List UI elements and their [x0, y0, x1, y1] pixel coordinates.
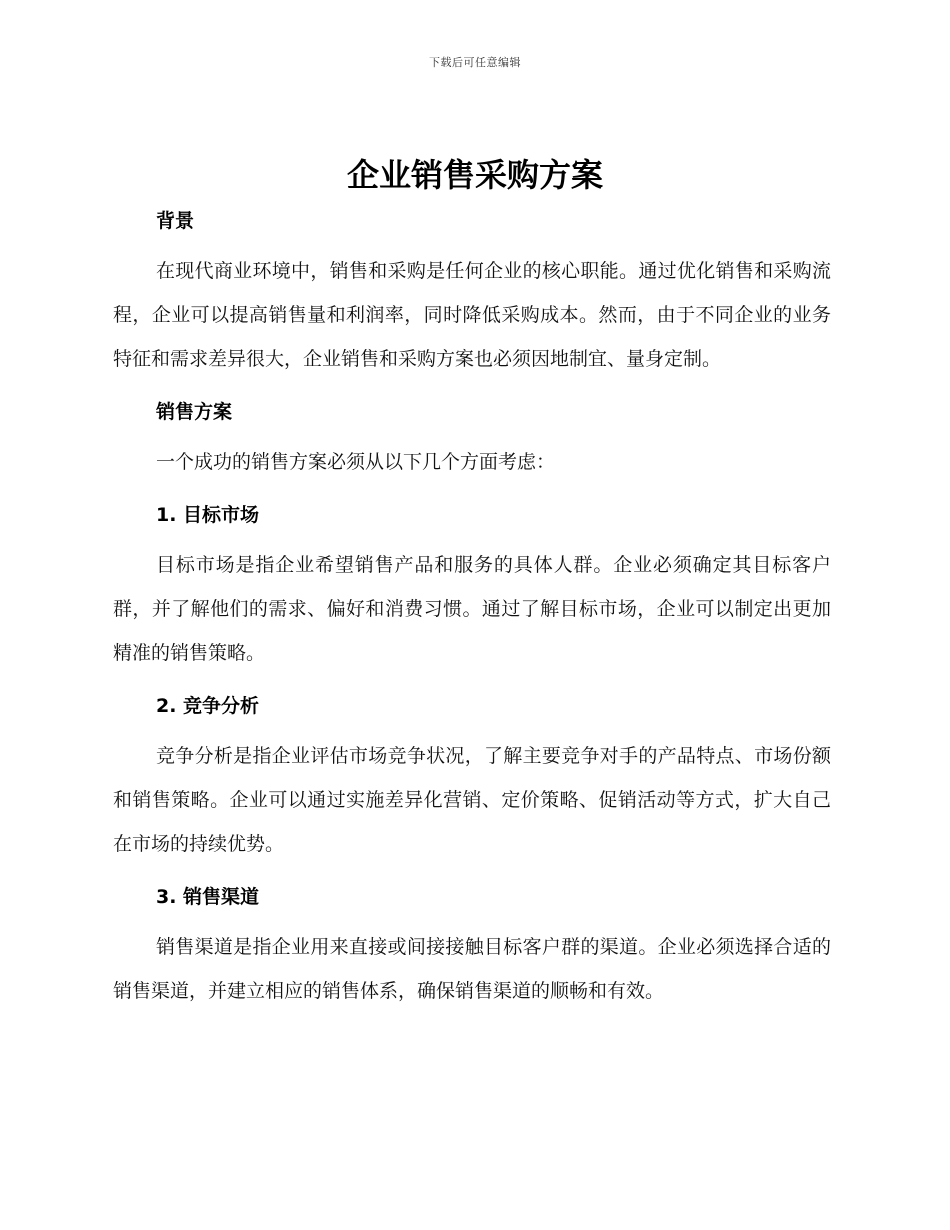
section-heading-target-market: 1. 目标市场	[156, 504, 260, 526]
document-title: 企业销售采购方案	[346, 156, 603, 194]
paragraph-sales-plan: 一个成功的销售方案必须从以下几个方面考虑：	[156, 451, 556, 473]
header-note: 下载后可任意编辑	[429, 56, 521, 69]
paragraph-background: 在现代商业环境中，销售和采购是任何企业的核心职能。通过优化销售和采购流程，企业可以提高销售量和利润率，同时降低采购成本。然而，由于不同企业的业务特征和需求差异很大，企业销售和采购方案也必须因地制宜、量身定制。	[113, 260, 831, 370]
document-body	[113, 205, 831, 1013]
section-heading-sales-plan: 销售方案	[156, 401, 233, 423]
section-heading-channels: 3. 销售渠道	[156, 886, 260, 908]
section-heading-competition: 2. 竞争分析	[156, 695, 260, 717]
section-heading-background: 背景	[156, 210, 195, 232]
paragraph-channels: 销售渠道是指企业用来直接或间接接触目标客户群的渠道。企业必须选择合适的销售渠道，并建立相应的销售体系，确保销售渠道的顺畅和有效。	[113, 936, 831, 1002]
paragraph-target-market: 目标市场是指企业希望销售产品和服务的具体人群。企业必须确定其目标客户群，并了解他们的需求、偏好和消费习惯。通过了解目标市场，企业可以制定出更加精准的销售策略。	[113, 554, 831, 664]
paragraph-competition: 竞争分析是指企业评估市场竞争状况，了解主要竞争对手的产品特点、市场份额和销售策略。企业可以通过实施差异化营销、定价策略、促销活动等方式，扩大自己在市场的持续优势。	[113, 745, 831, 855]
